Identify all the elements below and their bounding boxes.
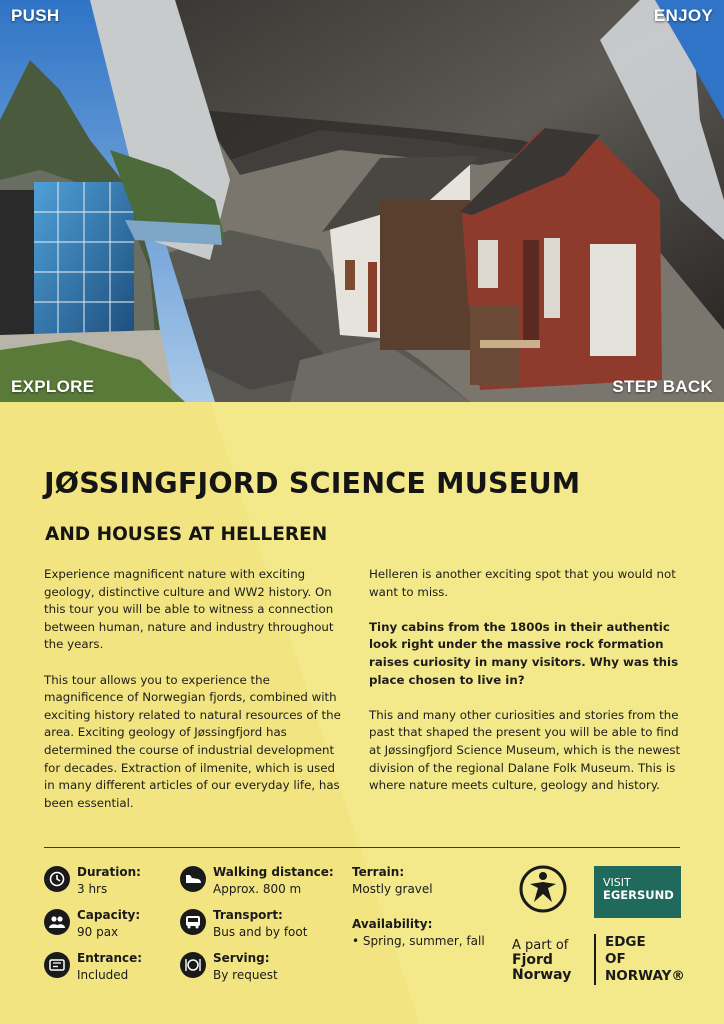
shoe-icon — [180, 866, 206, 892]
duration-label: Duration: — [77, 865, 141, 879]
visit-line1: VISIT — [603, 876, 631, 889]
museum-paragraph: This and many other curiosities and stories from the past that shaped the present you will be able to find at Jøssingfjord Science Museum, which is the newest division of the regional Dalane Folk Museum. This is where nature meets culture, geology and history. — [369, 707, 681, 793]
corner-label-step-back: STEP BACK — [612, 377, 713, 396]
intro-paragraph: Experience magnificent nature with exciting geology, distinctive culture and WW2 history. On this tour you will be able to witness a connection between human, nature and industry throughout the years. — [44, 567, 334, 652]
capacity-label: Capacity: — [77, 908, 141, 922]
info-entrance — [44, 950, 142, 984]
edge-line3: NORWAY® — [605, 968, 685, 984]
clock-icon — [44, 866, 70, 892]
people-icon — [44, 909, 70, 935]
right-text-column — [369, 566, 687, 812]
edge-line1: EDGE — [605, 934, 646, 950]
info-terrain — [352, 864, 433, 898]
serving-value: By request — [213, 968, 278, 982]
fjord-paragraph: This tour allows you to experience the magnificence of Norwegian fjords, combined with exciting history related to natural resources of the area. Exciting geology of Jøssingfjord has determined the course of industrial development for decades. Extraction of ilmenite, which is used in many different articles of our everyday life, has been essential. — [44, 672, 341, 810]
bus-icon — [180, 909, 206, 935]
info-serving — [180, 950, 278, 984]
section-divider — [44, 847, 680, 848]
transport-label: Transport: — [213, 908, 283, 922]
serving-label: Serving: — [213, 951, 270, 965]
availability-value: • Spring, summer, fall — [352, 934, 485, 948]
fjord-norway-text — [512, 938, 571, 983]
cabins-paragraph: Tiny cabins from the 1800s in their authentic look right under the massive rock formation raises curiosity in many visitors. Why was this place chosen to live in? — [369, 619, 679, 687]
info-duration — [44, 864, 141, 898]
fjord-norway-line1: A part of — [512, 938, 569, 953]
info-transport — [180, 907, 307, 941]
entrance-label: Entrance: — [77, 951, 143, 965]
walking-label: Walking distance: — [213, 865, 334, 879]
terrain-value: Mostly gravel — [352, 882, 433, 896]
info-capacity — [44, 907, 140, 941]
capacity-value: 90 pax — [77, 925, 119, 939]
content-panel — [0, 402, 724, 1024]
hero-illustration — [0, 0, 724, 402]
corner-label-push: PUSH — [11, 6, 60, 25]
entrance-value: Included — [77, 968, 129, 982]
fjord-norway-logo-icon — [512, 858, 574, 920]
left-text-column — [44, 566, 344, 830]
fjord-norway-line3: Norway — [512, 967, 572, 983]
edge-line2: OF — [605, 951, 626, 967]
transport-value: Bus and by foot — [213, 925, 308, 939]
corner-label-enjoy: ENJOY — [653, 6, 713, 25]
hero-photo-collage — [0, 0, 724, 402]
edge-of-norway-logo — [594, 934, 685, 985]
visit-egersund-logo — [594, 866, 681, 918]
ticket-icon — [44, 952, 70, 978]
visit-line2: EGERSUND — [603, 888, 674, 902]
info-availability — [352, 916, 485, 950]
availability-label: Availability: — [352, 917, 433, 931]
duration-value: 3 hrs — [77, 882, 108, 896]
walking-value: Approx. 800 m — [213, 882, 302, 896]
plate-icon — [180, 952, 206, 978]
terrain-label: Terrain: — [352, 865, 405, 879]
page-subtitle: AND HOUSES AT HELLEREN — [45, 524, 328, 545]
fjord-norway-line2: Fjord — [512, 952, 553, 968]
page-title: JØSSINGFJORD SCIENCE MUSEUM — [44, 467, 581, 500]
corner-label-explore: EXPLORE — [11, 377, 95, 396]
info-walking-distance — [180, 864, 334, 898]
helleren-paragraph: Helleren is another exciting spot that you would not want to miss. — [369, 567, 676, 599]
